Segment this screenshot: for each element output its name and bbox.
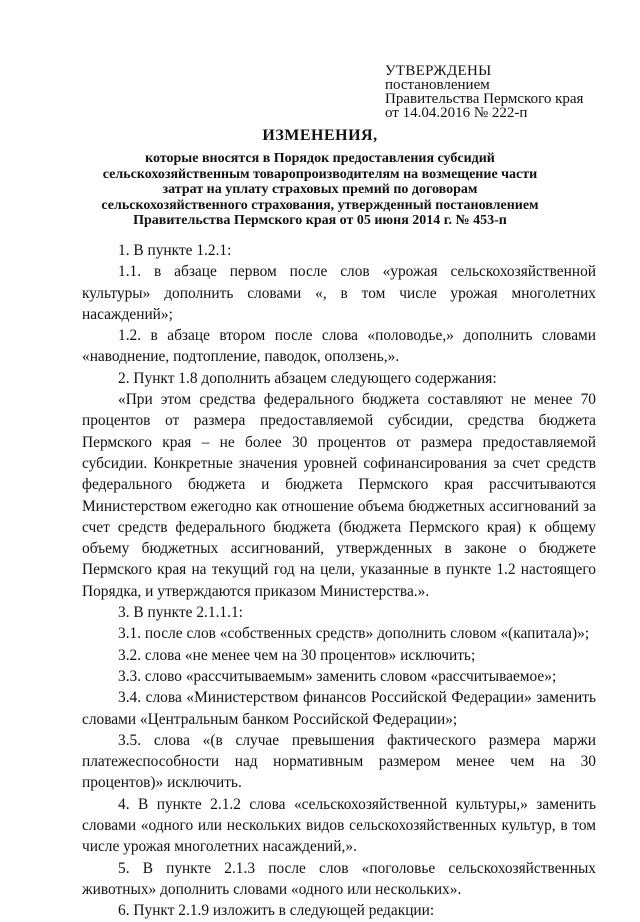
- paragraph-1: 1. В пункте 1.2.1:: [118, 242, 232, 259]
- paragraph-3: 3. В пункте 2.1.1.1:: [118, 604, 243, 622]
- paragraph-3-1: 3.1. после слов «собственных средств» дополнить словом «(капитала)»;: [118, 625, 590, 643]
- approval-block: [385, 64, 625, 120]
- paragraph-3-3: 3.3. слово «рассчитываемым» заменить словом «рассчитываемое»;: [118, 667, 557, 685]
- paragraph-6: 6. Пункт 2.1.9 изложить в следующей редакции:: [118, 902, 435, 920]
- approval-line-3: от 14.04.2016 № 222-п: [385, 105, 528, 121]
- document-heading: [100, 127, 540, 229]
- paragraph-1-2: 1.2. в абзаце втором после слова «половодье,» дополнить словами «наводнение, подтопление, паводок, оползень,».: [82, 327, 596, 366]
- paragraph-3-5: 3.5. слова «(в случае превышения фактического размера маржи платежеспособности над нормативным размером менее чем на 30 процентов)» исключить.: [82, 731, 596, 792]
- approval-stamp: УТВЕРЖДЕНЫ: [385, 63, 492, 79]
- paragraph-3-4: 3.4. слова «Министерством финансов Российской Федерации» заменить словами «Центральным банком Российской Федерации»;: [82, 689, 596, 728]
- approval-line-2: Правительства Пермского края: [385, 91, 584, 107]
- document-body: [82, 240, 596, 922]
- paragraph-2-quote: «При этом средства федерального бюджета составляют не менее 70 процентов от размера предоставляемой субсидии, средства бюджета Пермского края – не более 30 процентов от размера предоставляемой субсидии. Конкретные значения уровней софинансирования за счет средств федерального бюджета и бюджета Пермского края рассчитываются Министерством ежегодно как отношение объема бюджетных ассигнований за счет средств федерального бюджета (бюджета Пермского края) к общему объему бюджетных ассигнований, утвержденных в законе о бюджете Пермского края на текущий год на цели, указанные в пункте 1.2 настоящего Порядка, и утверждаются приказом Министерства.».: [82, 391, 596, 600]
- approval-line-1: постановлением: [385, 77, 490, 93]
- document-title: ИЗМЕНЕНИЯ,: [262, 127, 378, 144]
- paragraph-4: 4. В пункте 2.1.2 слова «сельскохозяйственной культуры,» заменить словами «одного или нескольких видов сельскохозяйственных культур, в том числе урожая многолетних насаждений,».: [82, 795, 596, 856]
- paragraph-5: 5. В пункте 2.1.3 после слов «поголовье сельскохозяйственных животных» дополнить словами «одного или нескольких».: [82, 859, 596, 898]
- paragraph-1-1: 1.1. в абзаце первом после слов «урожая сельскохозяйственной культуры» дополнить словами «, в том числе урожая многолетних насаждений»;: [82, 263, 596, 323]
- paragraph-3-2: 3.2. слова «не менее чем на 30 процентов» исключить;: [118, 646, 476, 664]
- paragraph-2: 2. Пункт 1.8 дополнить абзацем следующего содержания:: [118, 369, 497, 387]
- document-subtitle: которые вносятся в Порядок предоставления субсидий сельскохозяйственным товаропроизводителям на возмещение части затрат на уплату страховых премий по договорам сельскохозяйственного страхования, утвержденный постановлением Правительства Пермского края от 05 июня 2014 г. № 453-п: [101, 151, 539, 229]
